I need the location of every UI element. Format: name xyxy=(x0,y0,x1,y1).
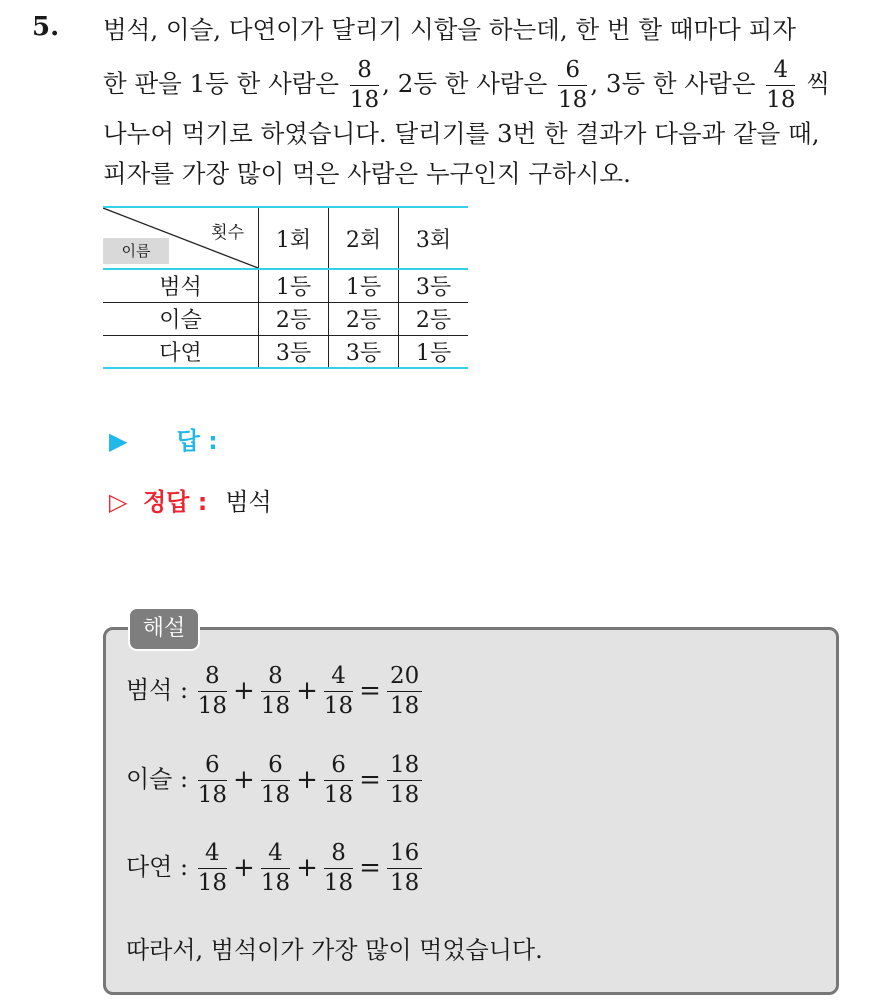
solution-tab-label: 해설 xyxy=(128,607,200,651)
correct-answer-line xyxy=(109,482,272,517)
fraction xyxy=(198,841,227,896)
fraction xyxy=(261,753,290,808)
fraction-denominator: 18 xyxy=(260,692,291,719)
equals-sign: = xyxy=(359,765,381,796)
table-cell: 3등 xyxy=(329,335,399,368)
outline-arrow-icon: ▷ xyxy=(109,488,128,516)
table-header-row xyxy=(103,207,468,269)
solution-name: 범석 : xyxy=(126,675,189,704)
fraction xyxy=(261,664,290,719)
equals-sign: = xyxy=(359,676,381,707)
fraction-denominator: 18 xyxy=(558,86,588,113)
row-name: 범석 xyxy=(103,269,259,302)
fraction-numerator: 20 xyxy=(387,664,422,692)
corner-label-rounds: 횟수 xyxy=(211,223,244,243)
fraction-denominator: 18 xyxy=(197,781,228,808)
table-cell: 3등 xyxy=(259,335,329,368)
plus-sign: + xyxy=(296,853,318,884)
solution-line-iseul xyxy=(126,753,424,808)
fraction-numerator: 8 xyxy=(261,664,290,692)
fraction-numerator: 8 xyxy=(198,664,227,692)
result-fraction xyxy=(387,841,422,896)
fraction-first-place xyxy=(350,58,379,113)
fraction-denominator: 18 xyxy=(197,869,228,896)
plus-sign: + xyxy=(233,676,255,707)
table-row xyxy=(103,335,468,368)
result-fraction xyxy=(387,753,422,808)
table-cell: 1등 xyxy=(399,335,469,368)
fraction-denominator: 18 xyxy=(323,692,354,719)
fraction-numerator: 4 xyxy=(324,664,353,692)
plus-sign: + xyxy=(233,853,255,884)
solution-name: 이슬 : xyxy=(126,764,189,793)
race-results-table xyxy=(103,206,468,369)
fraction-denominator: 18 xyxy=(766,86,796,113)
question-line-1: 범석, 이슬, 다연이가 달리기 시합을 하는데, 한 번 할 때마다 피자 xyxy=(103,15,796,44)
table-cell: 1등 xyxy=(259,269,329,302)
solution-name: 다연 : xyxy=(126,852,189,881)
plus-sign: + xyxy=(296,676,318,707)
table-corner-cell xyxy=(103,207,259,269)
fraction-numerator: 16 xyxy=(387,841,422,869)
table-row xyxy=(103,269,468,302)
fraction-denominator: 18 xyxy=(389,781,420,808)
fraction-denominator: 18 xyxy=(323,869,354,896)
fraction xyxy=(324,664,353,719)
fraction xyxy=(261,841,290,896)
fraction-numerator: 4 xyxy=(766,58,795,86)
row-name: 이슬 xyxy=(103,302,259,335)
play-arrow-icon: ▶ xyxy=(109,427,128,455)
answer-line xyxy=(109,421,218,456)
question-line-2 xyxy=(103,58,830,113)
fraction-numerator: 6 xyxy=(198,753,227,781)
fraction-numerator: 8 xyxy=(324,841,353,869)
fraction-numerator: 6 xyxy=(261,753,290,781)
fraction-numerator: 6 xyxy=(324,753,353,781)
table-cell: 2등 xyxy=(329,302,399,335)
fraction xyxy=(198,664,227,719)
fraction-numerator: 4 xyxy=(198,841,227,869)
column-header: 1회 xyxy=(259,207,329,269)
correct-answer-label: 정답 : xyxy=(143,488,208,516)
table-cell: 1등 xyxy=(329,269,399,302)
fraction-denominator: 18 xyxy=(260,869,291,896)
fraction-denominator: 18 xyxy=(349,86,380,113)
result-fraction xyxy=(387,664,422,719)
fraction xyxy=(324,841,353,896)
fraction-denominator: 18 xyxy=(260,781,291,808)
fraction xyxy=(198,753,227,808)
fraction-third-place xyxy=(766,58,795,113)
solution-line-beomseok xyxy=(126,664,424,719)
column-header: 2회 xyxy=(329,207,399,269)
corner-label-names: 이름 xyxy=(103,238,169,264)
question-number: 5. xyxy=(32,12,60,42)
fraction-numerator: 4 xyxy=(261,841,290,869)
table-cell: 2등 xyxy=(259,302,329,335)
question-text-part-b: , 2등 한 사람은 xyxy=(382,68,548,98)
equals-sign: = xyxy=(359,853,381,884)
answer-label: 답 : xyxy=(176,427,218,455)
fraction-denominator: 18 xyxy=(323,781,354,808)
table-row xyxy=(103,302,468,335)
table-cell: 2등 xyxy=(399,302,469,335)
question-line-3: 나누어 먹기로 하였습니다. 달리기를 3번 한 결과가 다음과 같을 때, xyxy=(103,119,820,148)
fraction-numerator: 8 xyxy=(350,58,379,86)
table-cell: 3등 xyxy=(399,269,469,302)
question-line-4: 피자를 가장 많이 먹은 사람은 누구인지 구하시오. xyxy=(103,159,631,188)
column-header: 3회 xyxy=(399,207,469,269)
row-name: 다연 xyxy=(103,335,259,368)
fraction-numerator: 6 xyxy=(558,58,587,86)
solution-conclusion: 따라서, 범석이가 가장 많이 먹었습니다. xyxy=(126,936,543,964)
correct-answer-value: 범석 xyxy=(225,488,272,516)
fraction-second-place xyxy=(558,58,587,113)
solution-line-dayeon xyxy=(126,841,424,896)
question-text-part-c: , 3등 한 사람은 xyxy=(590,68,756,98)
question-text-part-a: 한 판을 1등 한 사람은 xyxy=(103,68,340,98)
fraction-numerator: 18 xyxy=(387,753,422,781)
plus-sign: + xyxy=(296,765,318,796)
fraction-denominator: 18 xyxy=(197,692,228,719)
fraction-denominator: 18 xyxy=(389,692,420,719)
fraction xyxy=(324,753,353,808)
question-text-part-d: 씩 xyxy=(806,68,830,98)
fraction-denominator: 18 xyxy=(389,869,420,896)
plus-sign: + xyxy=(233,765,255,796)
